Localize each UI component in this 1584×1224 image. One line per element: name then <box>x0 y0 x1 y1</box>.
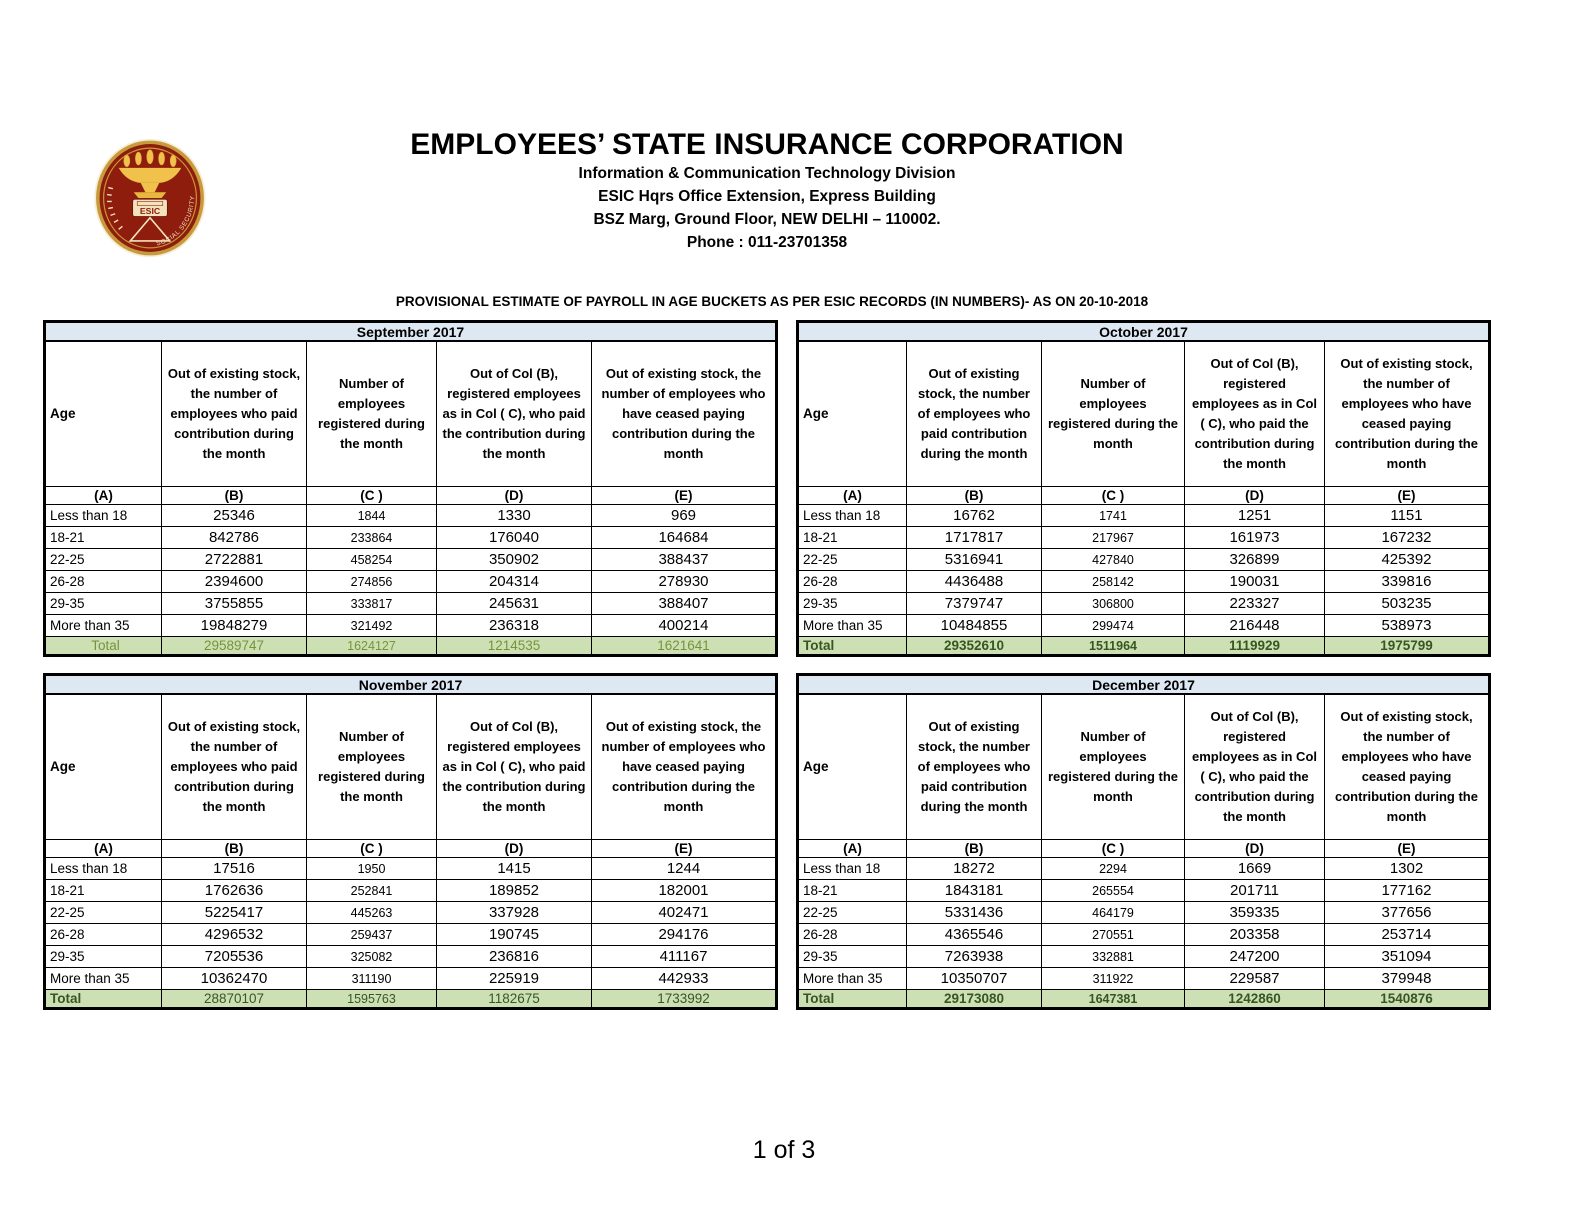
payroll-table-december-2017 <box>796 673 1491 1010</box>
age-bucket-label: 26-28 <box>798 924 907 946</box>
col-letter-e: (E) <box>592 840 777 858</box>
total-value-cell: 1119929 <box>1185 637 1325 656</box>
page-indicator: 1 of 3 <box>752 1136 816 1164</box>
value-cell: 1843181 <box>907 880 1042 902</box>
table-row <box>45 527 777 549</box>
value-cell: 10484855 <box>907 615 1042 637</box>
col-letter-d: (D) <box>1185 487 1325 505</box>
document-header <box>0 128 1534 254</box>
total-value-cell: 1595763 <box>307 990 437 1009</box>
value-cell: 4436488 <box>907 571 1042 593</box>
total-value-cell: 1214535 <box>437 637 592 656</box>
table-row <box>45 946 777 968</box>
value-cell: 445263 <box>307 902 437 924</box>
total-value-cell: 28870107 <box>162 990 307 1009</box>
header-division-line: Information & Communication Technology Division <box>578 165 956 182</box>
value-cell: 229587 <box>1185 968 1325 990</box>
value-cell: 325082 <box>307 946 437 968</box>
table-row <box>798 946 1490 968</box>
age-bucket-label: More than 35 <box>798 615 907 637</box>
age-bucket-label: 26-28 <box>45 924 162 946</box>
value-cell: 321492 <box>307 615 437 637</box>
value-cell: 351094 <box>1325 946 1490 968</box>
table-row <box>798 593 1490 615</box>
age-bucket-label: 26-28 <box>798 571 907 593</box>
table-row <box>798 527 1490 549</box>
value-cell: 842786 <box>162 527 307 549</box>
value-cell: 442933 <box>592 968 777 990</box>
age-bucket-label: 29-35 <box>798 946 907 968</box>
col-letter-c: (C ) <box>1042 840 1185 858</box>
col-letter-d: (D) <box>1185 840 1325 858</box>
value-cell: 5331436 <box>907 902 1042 924</box>
col-letter-b: (B) <box>162 840 307 858</box>
value-cell: 359335 <box>1185 902 1325 924</box>
value-cell: 1244 <box>592 858 777 880</box>
total-value-cell: 1511964 <box>1042 637 1185 656</box>
col-header-d: Out of Col (B), registered employees as in Col ( C), who paid the contribution during the month <box>437 694 592 840</box>
total-value-cell: 1242860 <box>1185 990 1325 1009</box>
value-cell: 10350707 <box>907 968 1042 990</box>
value-cell: 216448 <box>1185 615 1325 637</box>
col-header-d: Out of Col (B), registered employees as in Col ( C), who paid the contribution during the month <box>437 341 592 487</box>
col-letter-a: (A) <box>798 487 907 505</box>
header-address-line: BSZ Marg, Ground Floor, NEW DELHI – 110002. <box>593 211 941 228</box>
value-cell: 427840 <box>1042 549 1185 571</box>
value-cell: 204314 <box>437 571 592 593</box>
table-row <box>45 902 777 924</box>
age-bucket-label: Less than 18 <box>798 858 907 880</box>
value-cell: 1717817 <box>907 527 1042 549</box>
value-cell: 7263938 <box>907 946 1042 968</box>
value-cell: 1151 <box>1325 505 1490 527</box>
age-bucket-label: Less than 18 <box>798 505 907 527</box>
value-cell: 311190 <box>307 968 437 990</box>
col-letter-d: (D) <box>437 487 592 505</box>
value-cell: 270551 <box>1042 924 1185 946</box>
age-bucket-label: 18-21 <box>45 527 162 549</box>
col-header-b: Out of existing stock, the number of employees who paid contribution during the month <box>907 341 1042 487</box>
value-cell: 350902 <box>437 549 592 571</box>
value-cell: 17516 <box>162 858 307 880</box>
value-cell: 388437 <box>592 549 777 571</box>
value-cell: 190745 <box>437 924 592 946</box>
value-cell: 258142 <box>1042 571 1185 593</box>
age-bucket-label: 22-25 <box>45 549 162 571</box>
total-value-cell: 1975799 <box>1325 637 1490 656</box>
value-cell: 458254 <box>307 549 437 571</box>
table-row <box>798 571 1490 593</box>
col-header-c: Number of employees registered during the month <box>307 341 437 487</box>
value-cell: 1415 <box>437 858 592 880</box>
value-cell: 2394600 <box>162 571 307 593</box>
value-cell: 326899 <box>1185 549 1325 571</box>
value-cell: 969 <box>592 505 777 527</box>
col-header-b: Out of existing stock, the number of employees who paid contribution during the month <box>162 694 307 840</box>
col-letter-b: (B) <box>907 487 1042 505</box>
esic-logo-text: ESIC <box>139 206 161 217</box>
age-bucket-label: 18-21 <box>45 880 162 902</box>
col-header-b: Out of existing stock, the number of employees who paid contribution during the month <box>162 341 307 487</box>
age-bucket-label: More than 35 <box>45 968 162 990</box>
col-letter-c: (C ) <box>307 487 437 505</box>
age-bucket-label: Less than 18 <box>45 858 162 880</box>
value-cell: 253714 <box>1325 924 1490 946</box>
total-label: Total <box>45 990 162 1009</box>
value-cell: 294176 <box>592 924 777 946</box>
value-cell: 10362470 <box>162 968 307 990</box>
col-header-e: Out of existing stock, the number of employees who have ceased paying contribution during the month <box>1325 341 1490 487</box>
value-cell: 377656 <box>1325 902 1490 924</box>
age-bucket-label: More than 35 <box>798 968 907 990</box>
age-bucket-label: More than 35 <box>45 615 162 637</box>
value-cell: 5225417 <box>162 902 307 924</box>
value-cell: 1251 <box>1185 505 1325 527</box>
month-title: September 2017 <box>45 322 777 342</box>
table-row <box>798 902 1490 924</box>
col-letter-d: (D) <box>437 840 592 858</box>
total-value-cell: 1624127 <box>307 637 437 656</box>
col-header-age: Age <box>45 694 162 840</box>
total-row <box>45 637 777 656</box>
value-cell: 411167 <box>592 946 777 968</box>
table-row <box>45 924 777 946</box>
col-header-age: Age <box>798 341 907 487</box>
value-cell: 7205536 <box>162 946 307 968</box>
col-header-d: Out of Col (B), registered employees as in Col ( C), who paid the contribution during the month <box>1185 341 1325 487</box>
value-cell: 299474 <box>1042 615 1185 637</box>
col-header-c: Number of employees registered during the month <box>1042 694 1185 840</box>
value-cell: 25346 <box>162 505 307 527</box>
value-cell: 274856 <box>307 571 437 593</box>
report-caption: PROVISIONAL ESTIMATE OF PAYROLL IN AGE BUCKETS AS PER ESIC RECORDS (IN NUMBERS)- AS ON 20-10-2018 <box>395 294 1149 309</box>
page-title: EMPLOYEES’ STATE INSURANCE CORPORATION <box>410 128 1124 161</box>
col-letter-c: (C ) <box>307 840 437 858</box>
col-header-b: Out of existing stock, the number of employees who paid contribution during the month <box>907 694 1042 840</box>
value-cell: 3755855 <box>162 593 307 615</box>
table-row <box>798 968 1490 990</box>
total-row <box>798 990 1490 1009</box>
value-cell: 4365546 <box>907 924 1042 946</box>
col-header-c: Number of employees registered during the month <box>307 694 437 840</box>
value-cell: 223327 <box>1185 593 1325 615</box>
col-letter-c: (C ) <box>1042 487 1185 505</box>
value-cell: 278930 <box>592 571 777 593</box>
value-cell: 1762636 <box>162 880 307 902</box>
age-bucket-label: 18-21 <box>798 527 907 549</box>
total-value-cell: 29173080 <box>907 990 1042 1009</box>
table-row <box>798 549 1490 571</box>
table-row <box>45 615 777 637</box>
col-header-e: Out of existing stock, the number of employees who have ceased paying contribution during the month <box>1325 694 1490 840</box>
header-office-line: ESIC Hqrs Office Extension, Express Building <box>598 188 936 205</box>
col-letter-b: (B) <box>162 487 307 505</box>
age-bucket-label: 29-35 <box>798 593 907 615</box>
value-cell: 1844 <box>307 505 437 527</box>
value-cell: 1950 <box>307 858 437 880</box>
col-header-d: Out of Col (B), registered employees as in Col ( C), who paid the contribution during the month <box>1185 694 1325 840</box>
value-cell: 2294 <box>1042 858 1185 880</box>
value-cell: 1302 <box>1325 858 1490 880</box>
col-letter-e: (E) <box>1325 840 1490 858</box>
value-cell: 306800 <box>1042 593 1185 615</box>
month-title: November 2017 <box>45 675 777 695</box>
total-value-cell: 1733992 <box>592 990 777 1009</box>
value-cell: 265554 <box>1042 880 1185 902</box>
value-cell: 425392 <box>1325 549 1490 571</box>
total-label: Total <box>45 637 162 656</box>
value-cell: 388407 <box>592 593 777 615</box>
col-letter-a: (A) <box>45 487 162 505</box>
total-value-cell: 1540876 <box>1325 990 1490 1009</box>
col-letter-b: (B) <box>907 840 1042 858</box>
col-header-e: Out of existing stock, the number of employees who have ceased paying contribution during the month <box>592 694 777 840</box>
value-cell: 236816 <box>437 946 592 968</box>
payroll-table-november-2017 <box>43 673 778 1010</box>
value-cell: 337928 <box>437 902 592 924</box>
total-value-cell: 29589747 <box>162 637 307 656</box>
col-header-c: Number of employees registered during the month <box>1042 341 1185 487</box>
month-title: December 2017 <box>798 675 1490 695</box>
age-bucket-label: 22-25 <box>45 902 162 924</box>
total-row <box>798 637 1490 656</box>
value-cell: 217967 <box>1042 527 1185 549</box>
table-row <box>798 880 1490 902</box>
age-bucket-label: 26-28 <box>45 571 162 593</box>
value-cell: 189852 <box>437 880 592 902</box>
table-row <box>45 593 777 615</box>
value-cell: 201711 <box>1185 880 1325 902</box>
col-letter-e: (E) <box>1325 487 1490 505</box>
table-row <box>798 858 1490 880</box>
col-letter-a: (A) <box>798 840 907 858</box>
value-cell: 247200 <box>1185 946 1325 968</box>
value-cell: 339816 <box>1325 571 1490 593</box>
value-cell: 4296532 <box>162 924 307 946</box>
table-row <box>45 968 777 990</box>
value-cell: 236318 <box>437 615 592 637</box>
age-bucket-label: 29-35 <box>45 946 162 968</box>
total-row <box>45 990 777 1009</box>
value-cell: 1741 <box>1042 505 1185 527</box>
payroll-table-september-2017 <box>43 320 778 657</box>
age-bucket-label: 18-21 <box>798 880 907 902</box>
table-row <box>45 571 777 593</box>
age-bucket-label: Less than 18 <box>45 505 162 527</box>
col-header-age: Age <box>45 341 162 487</box>
value-cell: 5316941 <box>907 549 1042 571</box>
value-cell: 19848279 <box>162 615 307 637</box>
value-cell: 16762 <box>907 505 1042 527</box>
value-cell: 311922 <box>1042 968 1185 990</box>
value-cell: 190031 <box>1185 571 1325 593</box>
table-row <box>798 505 1490 527</box>
payroll-table-october-2017 <box>796 320 1491 657</box>
col-header-e: Out of existing stock, the number of employees who have ceased paying contribution during the month <box>592 341 777 487</box>
value-cell: 400214 <box>592 615 777 637</box>
value-cell: 7379747 <box>907 593 1042 615</box>
value-cell: 332881 <box>1042 946 1185 968</box>
value-cell: 18272 <box>907 858 1042 880</box>
value-cell: 245631 <box>437 593 592 615</box>
value-cell: 538973 <box>1325 615 1490 637</box>
value-cell: 259437 <box>307 924 437 946</box>
value-cell: 464179 <box>1042 902 1185 924</box>
age-bucket-label: 29-35 <box>45 593 162 615</box>
table-row <box>45 880 777 902</box>
month-title: October 2017 <box>798 322 1490 342</box>
table-row <box>45 549 777 571</box>
header-phone-line: Phone : 011-23701358 <box>686 234 848 251</box>
value-cell: 182001 <box>592 880 777 902</box>
value-cell: 402471 <box>592 902 777 924</box>
total-label: Total <box>798 990 907 1009</box>
table-row <box>45 505 777 527</box>
value-cell: 1669 <box>1185 858 1325 880</box>
table-row <box>45 858 777 880</box>
value-cell: 167232 <box>1325 527 1490 549</box>
value-cell: 1330 <box>437 505 592 527</box>
total-label: Total <box>798 637 907 656</box>
value-cell: 2722881 <box>162 549 307 571</box>
total-value-cell: 1647381 <box>1042 990 1185 1009</box>
table-row <box>798 924 1490 946</box>
value-cell: 233864 <box>307 527 437 549</box>
age-bucket-label: 22-25 <box>798 549 907 571</box>
value-cell: 164684 <box>592 527 777 549</box>
col-header-age: Age <box>798 694 907 840</box>
value-cell: 333817 <box>307 593 437 615</box>
value-cell: 161973 <box>1185 527 1325 549</box>
value-cell: 252841 <box>307 880 437 902</box>
logo-ring-text: SOCIAL SECURITY <box>155 195 197 248</box>
total-value-cell: 1182675 <box>437 990 592 1009</box>
value-cell: 503235 <box>1325 593 1490 615</box>
value-cell: 379948 <box>1325 968 1490 990</box>
table-row <box>798 615 1490 637</box>
value-cell: 177162 <box>1325 880 1490 902</box>
age-bucket-label: 22-25 <box>798 902 907 924</box>
total-value-cell: 1621641 <box>592 637 777 656</box>
value-cell: 176040 <box>437 527 592 549</box>
total-value-cell: 29352610 <box>907 637 1042 656</box>
col-letter-a: (A) <box>45 840 162 858</box>
col-letter-e: (E) <box>592 487 777 505</box>
value-cell: 203358 <box>1185 924 1325 946</box>
value-cell: 225919 <box>437 968 592 990</box>
